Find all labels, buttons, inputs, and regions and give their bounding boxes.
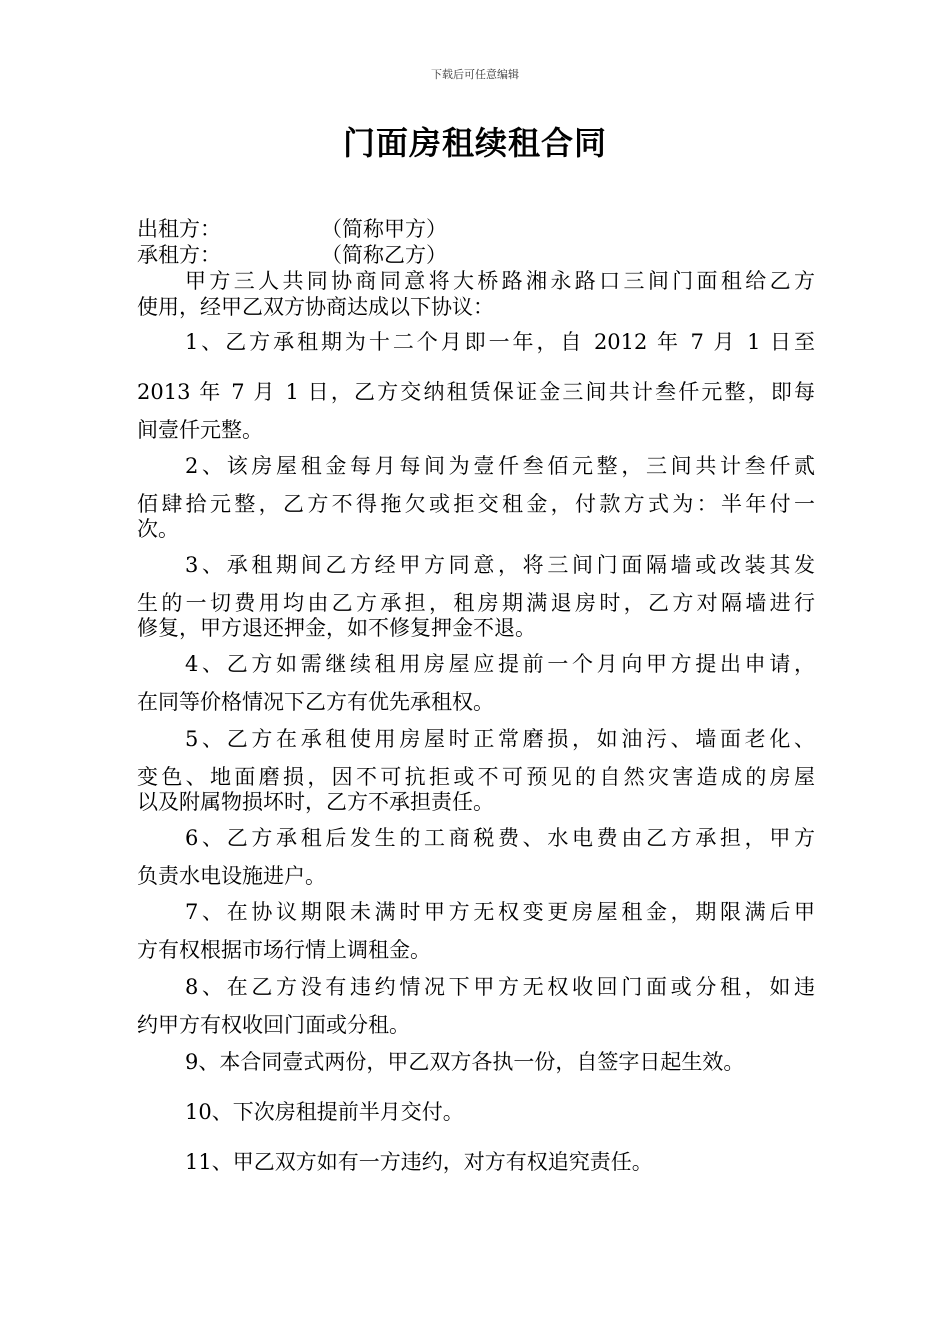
intro-line-2: 使用，经甲乙双方协商达成以下协议： (137, 295, 494, 319)
clause-4-line-1: 4、乙方如需继续租用房屋应提前一个月向甲方提出申请， (185, 652, 815, 676)
lessor-note: （简称甲方） (321, 217, 447, 241)
contract-title: 门面房租续租合同 (342, 124, 607, 162)
clause-3-line-2: 生的一切费用均由乙方承担，租房期满退房时，乙方对隔墙进行 (137, 591, 815, 615)
clause-6-line-1: 6、乙方承租后发生的工商税费、水电费由乙方承担，甲方 (185, 826, 815, 850)
clause-8-line-1: 8、在乙方没有违约情况下甲方无权收回门面或分租，如违 (185, 975, 815, 999)
clause-3-line-3: 修复，甲方退还押金，如不修复押金不退。 (137, 616, 536, 640)
lessee-line (137, 242, 447, 268)
clause-7-line-2: 方有权根据市场行情上调租金。 (137, 938, 431, 962)
clause-6-line-2: 负责水电设施进户。 (137, 864, 326, 888)
lessor-line (137, 216, 447, 242)
clause-10-line-1: 10、下次房租提前半月交付。 (185, 1100, 464, 1124)
clause-2-line-2: 佰肆拾元整，乙方不得拖欠或拒交租金，付款方式为：半年付一 (137, 492, 815, 516)
clause-9-line-1: 9、本合同壹式两份，甲乙双方各执一份，自签字日起生效。 (185, 1050, 745, 1074)
intro-line-1: 甲方三人共同协商同意将大桥路湘永路口三间门面租给乙方 (185, 269, 815, 293)
clause-3-line-1: 3、承租期间乙方经甲方同意，将三间门面隔墙或改装其发 (185, 553, 815, 577)
clause-11-line-1: 11、甲乙双方如有一方违约，对方有权追究责任。 (185, 1150, 653, 1174)
lessee-label: 承租方： (137, 243, 221, 267)
clause-5-line-1: 5、乙方在承租使用房屋时正常磨损，如油污、墙面老化、 (185, 727, 815, 751)
lessor-label: 出租方： (137, 217, 221, 241)
clause-1-line-3: 间壹仟元整。 (137, 418, 263, 442)
clause-8-line-2: 约甲方有权收回门面或分租。 (137, 1013, 410, 1037)
clause-4-line-2: 在同等价格情况下乙方有优先承租权。 (137, 690, 494, 714)
header-note: 下载后可任意编辑 (431, 68, 519, 81)
clause-2-line-3: 次。 (137, 517, 179, 541)
clause-5-line-3: 以及附属物损坏时，乙方不承担责任。 (137, 790, 494, 814)
clause-2-line-1: 2、该房屋租金每月每间为壹仟叁佰元整，三间共计叁仟贰 (185, 454, 815, 478)
lessee-note: （简称乙方） (321, 243, 447, 267)
clause-5-line-2: 变色、地面磨损，因不可抗拒或不可预见的自然灾害造成的房屋 (137, 765, 815, 789)
clause-1-line-1: 1、乙方承租期为十二个月即一年，自 2012 年 7 月 1 日至 (185, 330, 815, 354)
clause-1-line-2: 2013 年 7 月 1 日，乙方交纳租赁保证金三间共计叁仟元整，即每 (137, 380, 815, 404)
clause-7-line-1: 7、在协议期限未满时甲方无权变更房屋租金，期限满后甲 (185, 900, 815, 924)
